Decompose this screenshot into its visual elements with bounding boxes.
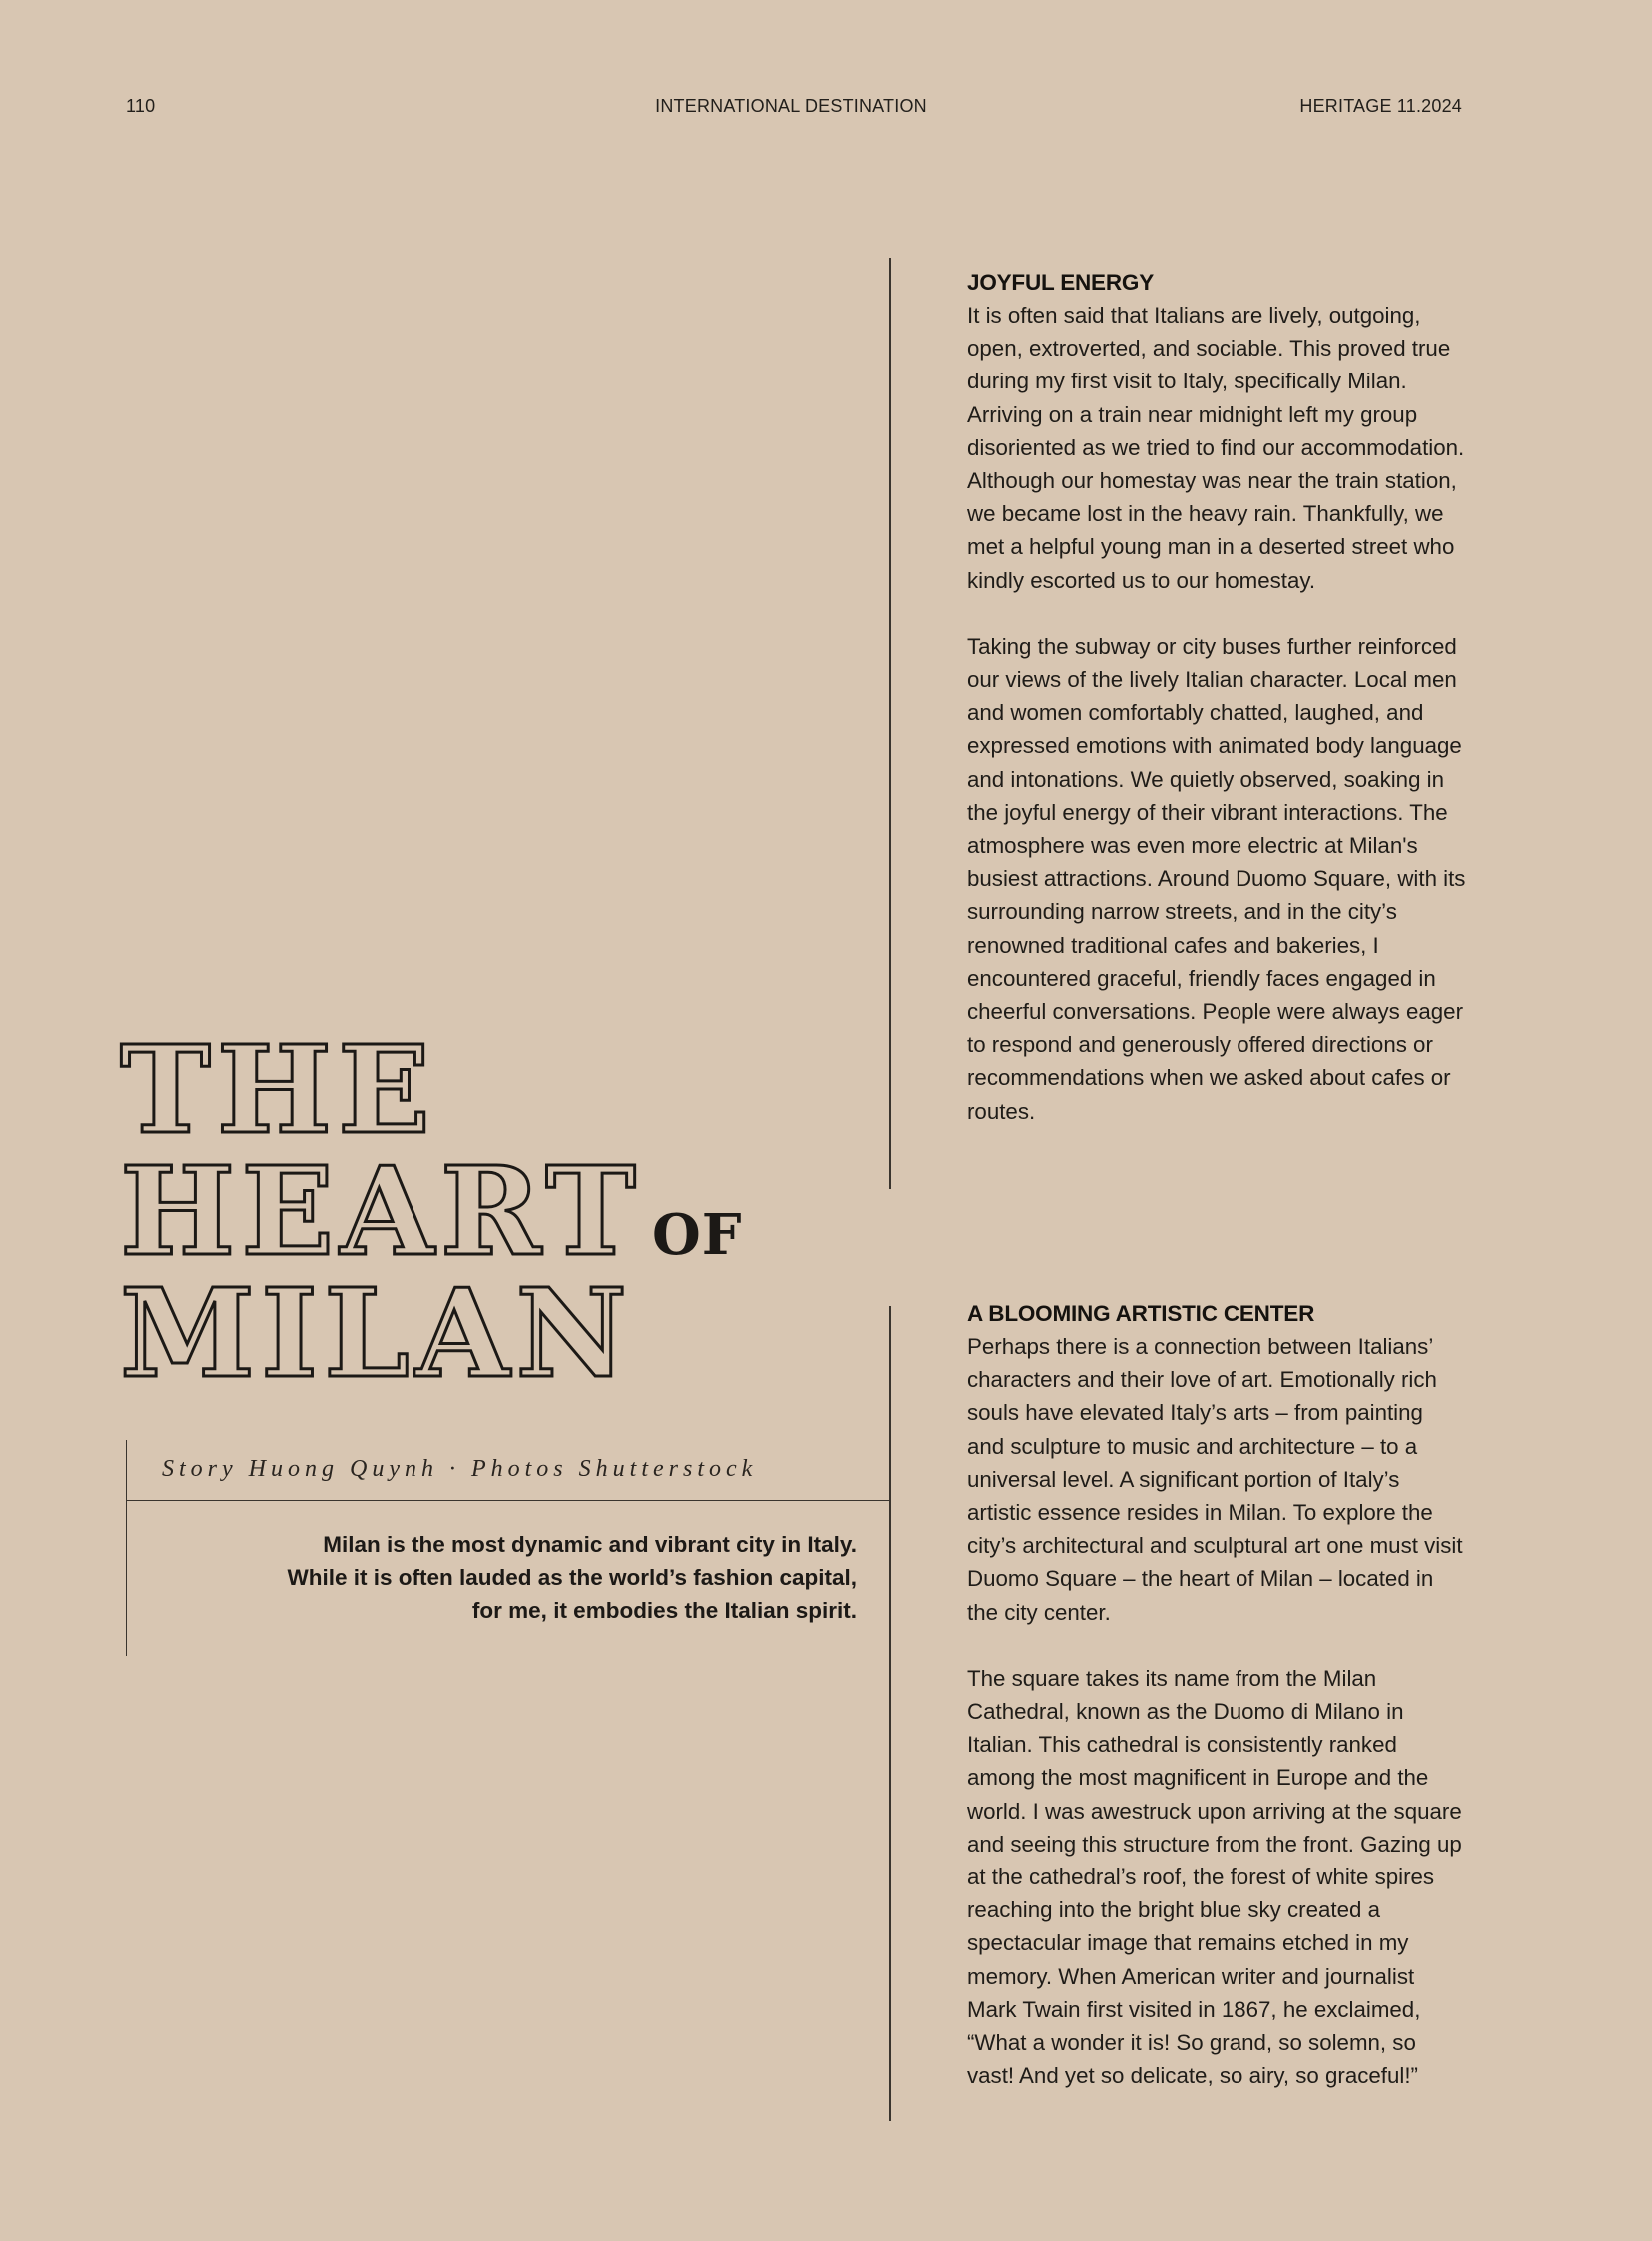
intro-frame: [126, 1500, 128, 1656]
body-paragraph: The square takes its name from the Milan Cathedral, known as the Duomo di Milano in Italian. This cathedral is consistently ranked among the most magnificent in Europe and the world. I was awestruck upon arriving at the square and seeing this structure from the front. Gazing up at the cathedral’s roof, the forest of white spires reaching into the bright blue sky created a spectacular image that remains etched in my memory. When American writer and journalist Mark Twain first visited in 1867, he exclaimed, “What a wonder it is! So grand, so solemn, so vast! And yet so delicate, so airy, so graceful!”: [967, 1665, 1462, 2089]
section-label: INTERNATIONAL DESTINATION: [655, 96, 927, 116]
page-number: 110: [126, 96, 156, 116]
section-artistic-center: [967, 1297, 1466, 2125]
issue-label: HERITAGE 11.2024: [1299, 96, 1462, 116]
body-paragraph: It is often said that Italians are lively, outgoing, open, extroverted, and sociable. This proved true during my first visit to Italy, specifically Milan. Arriving on a train near midnight left my group disoriented as we tried to find our accommodation. Although our homestay was near the train station, we became lost in the heavy rain. Thankfully, we met a helpful young man in a deserted street who kindly escorted us to our homestay.: [967, 303, 1465, 593]
byline: Story Huong Quynh · Photos Shutterstock: [162, 1456, 758, 1482]
title-word-of: OF: [651, 1202, 743, 1268]
body-paragraph: Taking the subway or city buses further reinforced our views of the lively Italian character. Local men and women comfortably chatted, laughed, and expressed emotions with animated body language and intonations. We quietly observed, soaking in the joyful energy of their vibrant interactions. The atmosphere was even more electric at Milan's busiest attractions. Around Duomo Square, with its surrounding narrow streets, and in the city’s renowned traditional cafes and bakeries, I encountered graceful, friendly faces engaged in cheerful conversations. People were always eager to respond and generously offered directions or recommendations when we asked about cafes or routes.: [967, 633, 1466, 1123]
intro-line-2: While it is often lauded as the world’s fashion capital,: [287, 1565, 857, 1590]
intro-line-3: for me, it embodies the Italian spirit.: [471, 1598, 857, 1623]
title-line-1: THE: [120, 1018, 437, 1161]
section-joyful-energy: [967, 266, 1466, 1160]
intro-line-1: Milan is the most dynamic and vibrant city in Italy.: [323, 1532, 857, 1557]
article-title: [120, 1018, 743, 1405]
section-heading: A BLOOMING ARTISTIC CENTER: [967, 1301, 1315, 1326]
title-line-2: [120, 1139, 743, 1283]
column-divider-top: [889, 258, 891, 1189]
body-paragraph: Perhaps there is a connection between Italians’ characters and their love of art. Emotionally rich souls have elevated Italy’s arts – from painting and sculpture to music and architecture – to a universal level. A significant portion of Italy’s artistic essence resides in Milan. To explore the city’s architectural and sculptural art one must visit Duomo Square – the heart of Milan – located in the city center.: [967, 1334, 1463, 1625]
title-line-3: MILAN: [120, 1261, 634, 1405]
column-divider-bottom: [889, 1306, 891, 2121]
intro-standfirst: [200, 1528, 857, 1627]
title-word-heart: HEART: [120, 1139, 642, 1283]
section-heading: JOYFUL ENERGY: [967, 270, 1155, 295]
